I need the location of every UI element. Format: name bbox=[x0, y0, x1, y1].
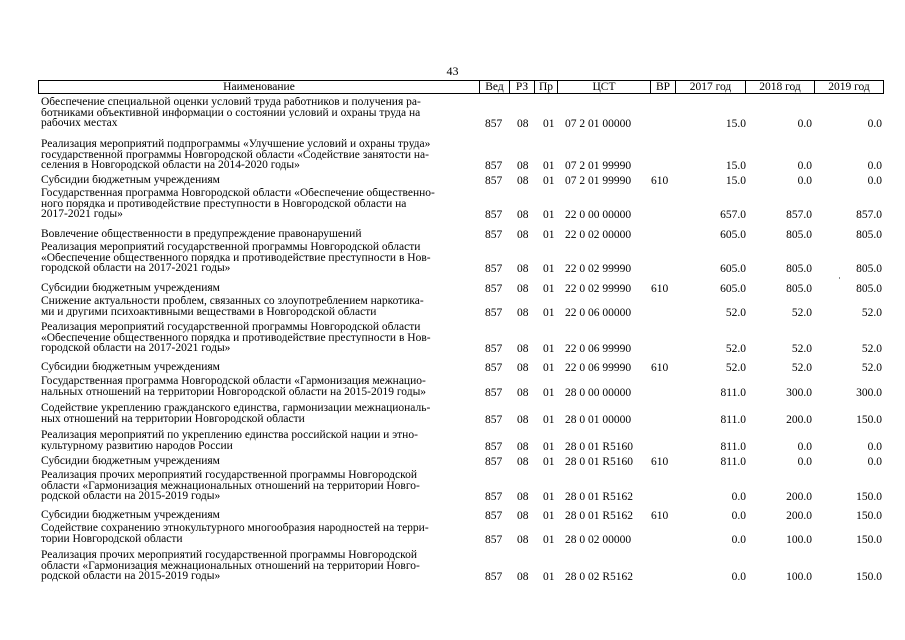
column-header-vr: ВР bbox=[650, 80, 676, 94]
row-values bbox=[38, 160, 884, 172]
row-name-line: Реализация мероприятий подпрограммы «Улучшение условий и охраны труда» bbox=[41, 139, 431, 150]
cell-cst: 28 0 01 R5162 bbox=[565, 510, 634, 522]
cell-2018: 0.0 bbox=[797, 456, 812, 468]
row-values bbox=[38, 441, 884, 453]
cell-cst: 28 0 01 R5162 bbox=[565, 491, 634, 503]
cell-cst: 07 2 01 99990 bbox=[565, 175, 632, 187]
cell-ved: 857 bbox=[485, 343, 503, 355]
cell-2018: 200.0 bbox=[786, 413, 812, 426]
cell-cst: 28 0 01 R5160 bbox=[565, 440, 634, 453]
cell-2019: 52.0 bbox=[861, 362, 882, 374]
cell-2018: 805.0 bbox=[786, 263, 812, 275]
cell-2017: 0.0 bbox=[731, 510, 746, 522]
cell-2018: 805.0 bbox=[786, 283, 812, 295]
table-row bbox=[38, 470, 884, 503]
table-row bbox=[38, 283, 884, 295]
row-name-line: культурному развитию народов России bbox=[41, 440, 233, 451]
row-name-line: 2017-2021 годы» bbox=[41, 209, 123, 220]
cell-cst: 22 0 02 00000 bbox=[565, 229, 632, 241]
row-name-line: Субсидии бюджетным учреждениям bbox=[41, 362, 220, 373]
cell-rz: 08 bbox=[517, 413, 529, 426]
column-header-rz: РЗ bbox=[509, 80, 535, 94]
cell-2019: 805.0 bbox=[856, 283, 882, 295]
row-values bbox=[38, 283, 884, 295]
cell-2017: 52.0 bbox=[725, 343, 746, 355]
row-name-line: области «Гармонизация межнациональных отношений на территории Новго- bbox=[41, 560, 420, 571]
cell-2017: 15.0 bbox=[725, 160, 746, 172]
cell-2019: 0.0 bbox=[867, 175, 882, 187]
row-name-line: рабочих местах bbox=[41, 118, 118, 129]
cell-2019: 0.0 bbox=[867, 456, 882, 468]
cell-2019: 0.0 bbox=[867, 160, 882, 172]
cell-pr: 01 bbox=[543, 491, 555, 503]
cell-2017: 0.0 bbox=[731, 491, 746, 503]
row-values bbox=[38, 343, 884, 355]
row-values bbox=[38, 362, 884, 374]
cell-2017: 52.0 bbox=[725, 362, 746, 374]
cell-rz: 08 bbox=[517, 456, 529, 468]
cell-ved: 857 bbox=[485, 283, 503, 295]
row-name-line: «Обеспечение общественного порядка и противодействие преступности в Нов- bbox=[41, 332, 431, 343]
row-values bbox=[38, 229, 884, 241]
cell-vr: 610 bbox=[651, 283, 669, 295]
cell-2019: 0.0 bbox=[867, 118, 882, 130]
cell-2018: 0.0 bbox=[797, 118, 812, 130]
row-name-line: ных отношений на территории Новгородской области bbox=[41, 413, 305, 424]
column-header-name: Наименование bbox=[38, 80, 480, 94]
cell-rz: 08 bbox=[517, 209, 529, 221]
cell-2017: 605.0 bbox=[720, 283, 746, 295]
cell-cst: 22 0 02 99990 bbox=[565, 283, 632, 295]
row-values bbox=[38, 175, 884, 187]
row-name-line: Обеспечение специальной оценки условий труда работников и получения ра- bbox=[41, 97, 421, 108]
cell-2018: 857.0 bbox=[786, 209, 812, 221]
cell-pr: 01 bbox=[543, 263, 555, 275]
cell-pr: 01 bbox=[543, 160, 555, 172]
row-name-line: селения в Новгородской области на 2014-2020 годы» bbox=[41, 160, 300, 171]
cell-2018: 300.0 bbox=[786, 386, 812, 399]
row-name-line: «Обеспечение общественного порядка и противодействие преступности в Нов- bbox=[41, 252, 431, 263]
row-name-line: Реализация мероприятий по укреплению единства российской нации и этно- bbox=[41, 430, 418, 441]
row-values bbox=[38, 534, 884, 546]
table-row bbox=[38, 188, 884, 221]
cell-pr: 01 bbox=[543, 283, 555, 295]
cell-2019: 150.0 bbox=[856, 413, 882, 426]
row-name-line: ного порядка и противодействие преступности в Новгородской области на bbox=[41, 198, 407, 209]
table-row bbox=[38, 376, 884, 399]
cell-pr: 01 bbox=[543, 362, 555, 374]
row-name-line: Реализация мероприятий государственной программы Новгородской области bbox=[41, 242, 421, 253]
row-name-line: городской области на 2017-2021 годы» bbox=[41, 263, 231, 274]
cell-cst: 07 2 01 00000 bbox=[565, 118, 632, 130]
cell-pr: 01 bbox=[543, 209, 555, 221]
row-values bbox=[38, 118, 884, 130]
table-row bbox=[38, 322, 884, 355]
table-row bbox=[38, 510, 884, 522]
cell-2019: 857.0 bbox=[856, 209, 882, 221]
cell-cst: 28 0 02 R5162 bbox=[565, 571, 634, 583]
column-header-pr: Пр bbox=[534, 80, 558, 94]
cell-ved: 857 bbox=[485, 510, 503, 522]
cell-2019: 52.0 bbox=[861, 343, 882, 355]
cell-pr: 01 bbox=[543, 533, 555, 546]
cell-pr: 01 bbox=[543, 456, 555, 468]
cell-2017: 0.0 bbox=[731, 533, 746, 546]
row-name-line: Субсидии бюджетным учреждениям bbox=[41, 456, 220, 467]
row-name-line: Реализация прочих мероприятий государственной программы Новгородской bbox=[41, 550, 417, 561]
row-values bbox=[38, 491, 884, 503]
cell-rz: 08 bbox=[517, 491, 529, 503]
cell-2018: 100.0 bbox=[786, 533, 812, 546]
table-row bbox=[38, 362, 884, 374]
cell-2017: 15.0 bbox=[725, 118, 746, 130]
cell-ved: 857 bbox=[485, 306, 503, 319]
row-values bbox=[38, 263, 884, 275]
column-header-cst: ЦСТ bbox=[557, 80, 651, 94]
cell-ved: 857 bbox=[485, 229, 503, 241]
cell-2018: 100.0 bbox=[786, 571, 812, 583]
cell-ved: 857 bbox=[485, 456, 503, 468]
cell-2017: 811.0 bbox=[720, 386, 746, 399]
table-row bbox=[38, 550, 884, 583]
cell-rz: 08 bbox=[517, 533, 529, 546]
cell-pr: 01 bbox=[543, 118, 555, 130]
table-row bbox=[38, 175, 884, 187]
row-values bbox=[38, 209, 884, 221]
row-name-line: городской области на 2017-2021 годы» bbox=[41, 343, 231, 354]
cell-vr: 610 bbox=[651, 456, 669, 468]
cell-vr: 610 bbox=[651, 510, 669, 522]
cell-ved: 857 bbox=[485, 362, 503, 374]
cell-rz: 08 bbox=[517, 229, 529, 241]
row-name-line: государственной программы Новгородской области «Содействие занятости на- bbox=[41, 149, 429, 160]
cell-rz: 08 bbox=[517, 175, 529, 187]
cell-rz: 08 bbox=[517, 571, 529, 583]
cell-cst: 22 0 02 99990 bbox=[565, 263, 632, 275]
row-values bbox=[38, 307, 884, 319]
row-values bbox=[38, 387, 884, 399]
cell-2019: 150.0 bbox=[856, 510, 882, 522]
cell-pr: 01 bbox=[543, 175, 555, 187]
row-name-line: Вовлечение общественности в предупреждение правонарушений bbox=[41, 229, 362, 240]
cell-2019: 0.0 bbox=[867, 440, 882, 453]
cell-2018: 0.0 bbox=[797, 440, 812, 453]
row-name-line: Реализация мероприятий государственной программы Новгородской области bbox=[41, 322, 421, 333]
row-name-line: тории Новгородской области bbox=[41, 533, 183, 544]
cell-2019: 150.0 bbox=[856, 533, 882, 546]
row-values bbox=[38, 456, 884, 468]
cell-ved: 857 bbox=[485, 413, 503, 426]
cell-2019: 150.0 bbox=[856, 491, 882, 503]
table-row bbox=[38, 403, 884, 426]
row-values bbox=[38, 414, 884, 426]
row-name-line: Государственная программа Новгородской области «Гармонизация межнацио- bbox=[41, 376, 426, 387]
cell-2018: 52.0 bbox=[791, 362, 812, 374]
cell-2017: 811.0 bbox=[720, 456, 746, 468]
cell-rz: 08 bbox=[517, 306, 529, 319]
cell-2018: 52.0 bbox=[791, 343, 812, 355]
column-header-2017: 2017 год bbox=[675, 80, 746, 94]
row-name-line: Субсидии бюджетным учреждениям bbox=[41, 283, 220, 294]
cell-ved: 857 bbox=[485, 118, 503, 130]
row-name-line: Реализация прочих мероприятий государственной программы Новгородской bbox=[41, 470, 417, 481]
table-row bbox=[38, 296, 884, 319]
row-name-line: Субсидии бюджетным учреждениям bbox=[41, 175, 220, 186]
cell-rz: 08 bbox=[517, 510, 529, 522]
cell-cst: 22 0 06 99990 bbox=[565, 343, 632, 355]
table-row bbox=[38, 456, 884, 468]
cell-vr: 610 bbox=[651, 175, 669, 187]
cell-rz: 08 bbox=[517, 440, 529, 453]
row-values bbox=[38, 571, 884, 583]
cell-2018: 200.0 bbox=[786, 510, 812, 522]
cell-2019: 805.0 bbox=[856, 229, 882, 241]
cell-2019: 52.0 bbox=[861, 306, 882, 319]
cell-rz: 08 bbox=[517, 118, 529, 130]
cell-rz: 08 bbox=[517, 160, 529, 172]
cell-2017: 605.0 bbox=[720, 263, 746, 275]
table-row bbox=[38, 97, 884, 130]
cell-rz: 08 bbox=[517, 283, 529, 295]
cell-cst: 07 2 01 99990 bbox=[565, 160, 632, 172]
column-header-ved: Вед bbox=[479, 80, 510, 94]
cell-rz: 08 bbox=[517, 263, 529, 275]
cell-2019: 805.0 bbox=[856, 263, 882, 275]
cell-cst: 28 0 01 R5160 bbox=[565, 456, 634, 468]
cell-vr: 610 bbox=[651, 362, 669, 374]
column-header-2019: 2019 год bbox=[814, 80, 884, 94]
cell-2017: 811.0 bbox=[720, 440, 746, 453]
cell-cst: 22 0 00 00000 bbox=[565, 209, 632, 221]
table-row bbox=[38, 139, 884, 172]
cell-2019: 150.0 bbox=[856, 571, 882, 583]
cell-cst: 22 0 06 00000 bbox=[565, 306, 632, 319]
cell-ved: 857 bbox=[485, 386, 503, 399]
cell-cst: 28 0 00 00000 bbox=[565, 386, 632, 399]
cell-ved: 857 bbox=[485, 440, 503, 453]
cell-pr: 01 bbox=[543, 386, 555, 399]
cell-ved: 857 bbox=[485, 209, 503, 221]
cell-2017: 15.0 bbox=[725, 175, 746, 187]
cell-ved: 857 bbox=[485, 491, 503, 503]
cell-2017: 52.0 bbox=[725, 306, 746, 319]
scan-speck bbox=[839, 277, 840, 279]
cell-ved: 857 bbox=[485, 571, 503, 583]
table-row bbox=[38, 523, 884, 546]
row-name-line: Содействие сохранению этнокультурного многообразия народностей на терри- bbox=[41, 523, 429, 534]
row-name-line: ми и другими психоактивными веществами в Новгородской области bbox=[41, 306, 377, 317]
cell-pr: 01 bbox=[543, 306, 555, 319]
row-name-line: родской области на 2015-2019 годы» bbox=[41, 491, 221, 502]
row-name-line: нальных отношений на территории Новгородской области на 2015-2019 годы» bbox=[41, 386, 427, 397]
row-name-line: ботниками объективной информации о состоянии условий и охраны труда на bbox=[41, 107, 421, 118]
cell-2018: 0.0 bbox=[797, 175, 812, 187]
row-name-line: родской области на 2015-2019 годы» bbox=[41, 571, 221, 582]
row-values bbox=[38, 510, 884, 522]
cell-rz: 08 bbox=[517, 362, 529, 374]
table-row bbox=[38, 430, 884, 453]
cell-pr: 01 bbox=[543, 343, 555, 355]
cell-ved: 857 bbox=[485, 175, 503, 187]
cell-2017: 657.0 bbox=[720, 209, 746, 221]
cell-pr: 01 bbox=[543, 510, 555, 522]
row-name-line: Субсидии бюджетным учреждениям bbox=[41, 510, 220, 521]
cell-ved: 857 bbox=[485, 533, 503, 546]
page-number: 43 bbox=[446, 64, 459, 78]
cell-pr: 01 bbox=[543, 440, 555, 453]
row-name-line: Снижение актуальности проблем, связанных со злоупотреблением наркотика- bbox=[41, 296, 424, 307]
cell-2019: 300.0 bbox=[856, 386, 882, 399]
cell-2017: 811.0 bbox=[720, 413, 746, 426]
table-row bbox=[38, 242, 884, 275]
cell-pr: 01 bbox=[543, 571, 555, 583]
column-header-2018: 2018 год bbox=[745, 80, 815, 94]
cell-ved: 857 bbox=[485, 160, 503, 172]
cell-2017: 0.0 bbox=[731, 571, 746, 583]
cell-2018: 0.0 bbox=[797, 160, 812, 172]
cell-rz: 08 bbox=[517, 343, 529, 355]
cell-2018: 805.0 bbox=[786, 229, 812, 241]
cell-pr: 01 bbox=[543, 229, 555, 241]
cell-ved: 857 bbox=[485, 263, 503, 275]
cell-2018: 52.0 bbox=[791, 306, 812, 319]
cell-cst: 28 0 01 00000 bbox=[565, 413, 632, 426]
table-row bbox=[38, 229, 884, 241]
row-name-line: Государственная программа Новгородской области «Обеспечение общественно- bbox=[41, 188, 435, 199]
cell-cst: 28 0 02 00000 bbox=[565, 533, 632, 546]
cell-2017: 605.0 bbox=[720, 229, 746, 241]
cell-rz: 08 bbox=[517, 386, 529, 399]
row-name-line: области «Гармонизация межнациональных отношений на территории Новго- bbox=[41, 480, 420, 491]
cell-2018: 200.0 bbox=[786, 491, 812, 503]
row-name-line: Содействие укреплению гражданского единства, гармонизации межнациональ- bbox=[41, 403, 431, 414]
cell-pr: 01 bbox=[543, 413, 555, 426]
cell-cst: 22 0 06 99990 bbox=[565, 362, 632, 374]
